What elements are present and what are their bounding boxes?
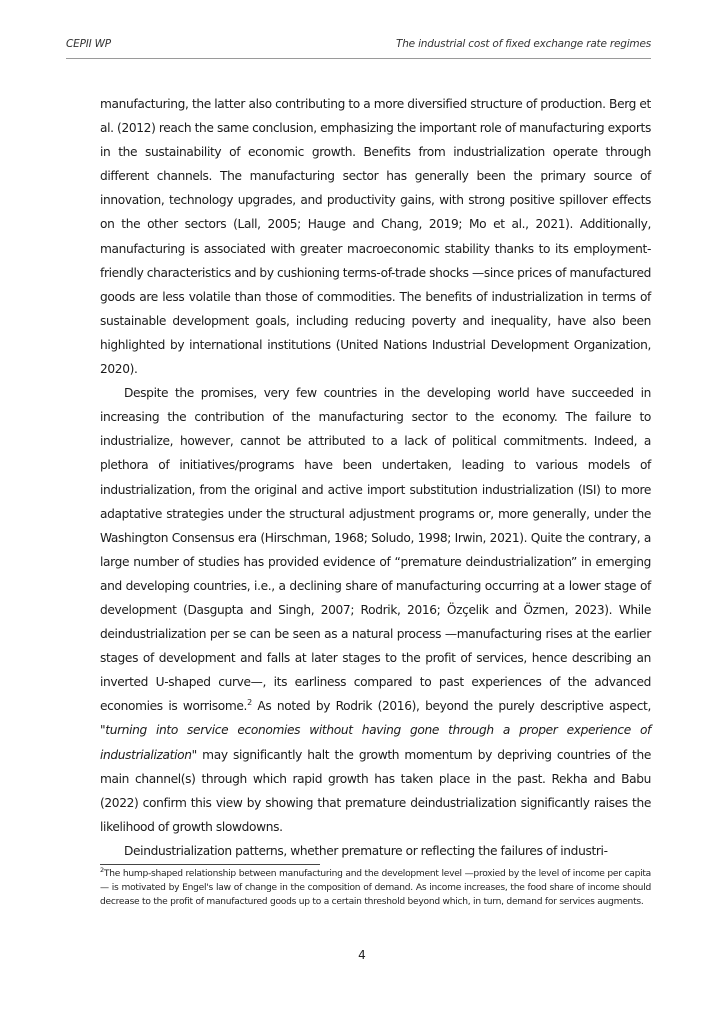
running-header	[66, 38, 651, 52]
footnote-mark: 2	[100, 866, 104, 874]
footnote-rule	[100, 864, 320, 865]
header-rule	[66, 58, 651, 59]
page-number: 4	[358, 948, 366, 962]
header-paper-title: The industrial cost of fixed exchange rate regimes	[396, 38, 651, 50]
footnote-text: The hump-shaped relationship between manufacturing and the development level —proxied by the level of income per capita— is motivated by Engel's law of change in the composition of demand. As income increases, the food share of income should decrease to the profit of manufactured goods up to a certain threshold beyond which, in turn, demand for services augments.	[100, 869, 651, 908]
rodrik-quote: turning into service economies without having gone through a proper experience of industrialization	[100, 723, 651, 762]
footnote	[100, 867, 651, 910]
paragraph-2-text-a: Despite the promises, very few countries in the developing world have succeeded in increasing the contribution of the manufacturing sector to the economy. The failure to industrialize, however, cannot be attributed to a lack of political commitments. Indeed, a plethora of initiatives/programs have been undertaken, leading to various models of industrialization, from the original and active import substitution industrialization (ISI) to more adaptative strategies under the structural adjustment programs or, more generally, under the Washington Consensus era (Hirschman, 1968; Soludo, 1998; Irwin, 2021). Quite the contrary, a large number of studies has provided evidence of “premature deindustrialization” in emerging and developing countries, i.e., a declining share of manufacturing occurring at a lower stage of development (Dasgupta and Singh, 2007; Rodrik, 2016; Özçelik and Özmen, 2023). While deindustrialization per se can be seen as a natural process —manufacturing rises at the earlier stages of development and falls at later stages to the profit of services, hence describing an inverted U-shaped curve—, its earliness compared to past experiences of the advanced economies is worrisome.	[100, 386, 651, 714]
body-text	[100, 92, 651, 863]
paragraph-1: manufacturing, the latter also contributing to a more diversified structure of production. Berg et al. (2012) reach the same conclusion, emphasizing the important role of manufacturing exports in the sustainability of economic growth. Benefits from industrialization operate through different channels. The manufacturing sector has generally been the primary source of innovation, technology upgrades, and productivity gains, with strong positive spillover effects on the other sectors (Lall, 2005; Hauge and Chang, 2019; Mo et al., 2021). Additionally, manufacturing is associated with greater macroeconomic stability thanks to its employment-friendly characteristics and by cushioning terms-of-trade shocks —since prices of manufactured goods are less volatile than those of commodities. The benefits of industrialization in terms of sustainable development goals, including reducing poverty and inequality, have also been highlighted by international institutions (United Nations Industrial Development Organization, 2020).	[100, 97, 651, 377]
paragraph-2	[100, 381, 651, 839]
paragraph-2-text-b: As noted by Rodrik (2016), beyond the purely descriptive aspect, "	[100, 699, 651, 738]
paragraph-2-text-c: " may significantly halt the growth momentum by depriving countries of the main channel(s) through which rapid growth has taken place in the past. Rekha and Babu (2022) confirm this view by showing that premature deindustrialization significantly raises the likelihood of growth slowdowns.	[100, 747, 651, 834]
paragraph-3: Deindustrialization patterns, whether premature or reflecting the failures of industri-	[124, 843, 608, 858]
header-series-label: CEPII WP	[66, 38, 111, 50]
footnote-reference[interactable]: 2	[247, 698, 252, 708]
